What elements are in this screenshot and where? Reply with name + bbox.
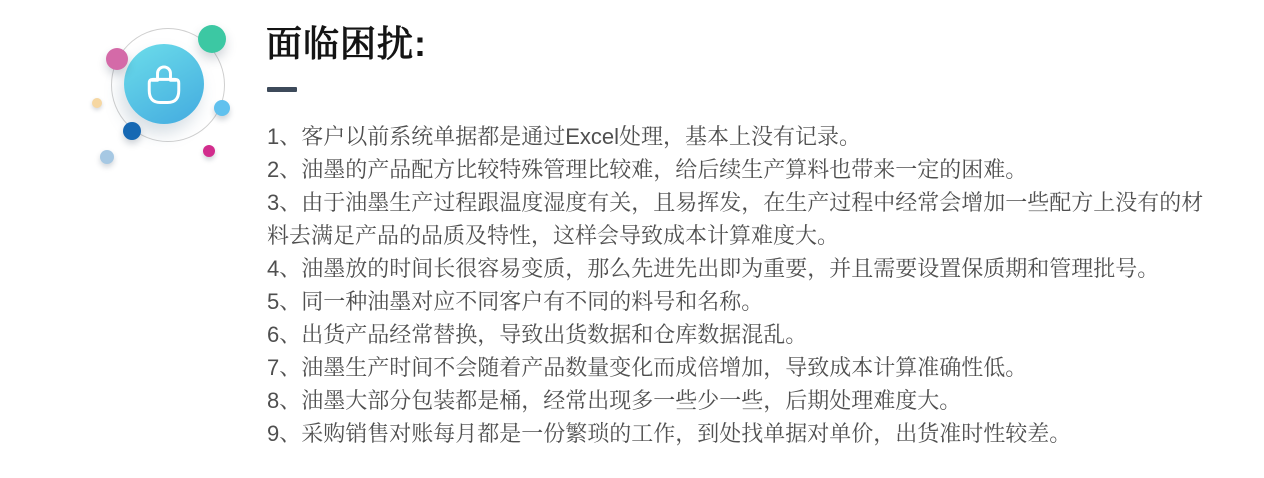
yellow-dot	[92, 98, 102, 108]
trouble-item: 2、油墨的产品配方比较特殊管理比较难，给后续生产算料也带来一定的困难。	[267, 157, 1028, 182]
sky-blue-dot	[214, 100, 230, 116]
title-underline	[267, 87, 297, 92]
dark-blue-dot	[123, 122, 141, 140]
steel-blue-dot	[100, 150, 114, 164]
trouble-item: 4、油墨放的时间长很容易变质，那么先进先出即为重要，并且需要设置保质期和管理批号。	[267, 256, 1160, 281]
trouble-item: 7、油墨生产时间不会随着产品数量变化而成倍增加，导致成本计算准确性低。	[267, 355, 1028, 380]
pink-dot	[106, 48, 128, 70]
lock-icon	[143, 60, 185, 108]
page-title: 面临困扰:	[266, 23, 427, 64]
lock-circle	[124, 44, 204, 124]
trouble-item: 9、采购销售对账每月都是一份繁琐的工作，到处找单据对单价，出货准时性较差。	[267, 421, 1072, 446]
trouble-item: 1、客户以前系统单据都是通过Excel处理，基本上没有记录。	[267, 124, 862, 149]
trouble-item: 5、同一种油墨对应不同客户有不同的料号和名称。	[267, 289, 764, 314]
trouble-list	[267, 120, 1207, 450]
trouble-item: 3、由于油墨生产过程跟温度湿度有关，且易挥发，在生产过程中经常会增加一些配方上没有的材料去满足产品的品质及特性，这样会导致成本计算难度大。	[267, 190, 1204, 248]
lock-graphic	[0, 0, 260, 200]
magenta-dot	[203, 145, 215, 157]
teal-dot	[198, 25, 226, 53]
trouble-item: 8、油墨大部分包装都是桶，经常出现多一些少一些，后期处理难度大。	[267, 388, 962, 413]
trouble-item: 6、出货产品经常替换，导致出货数据和仓库数据混乱。	[267, 322, 808, 347]
